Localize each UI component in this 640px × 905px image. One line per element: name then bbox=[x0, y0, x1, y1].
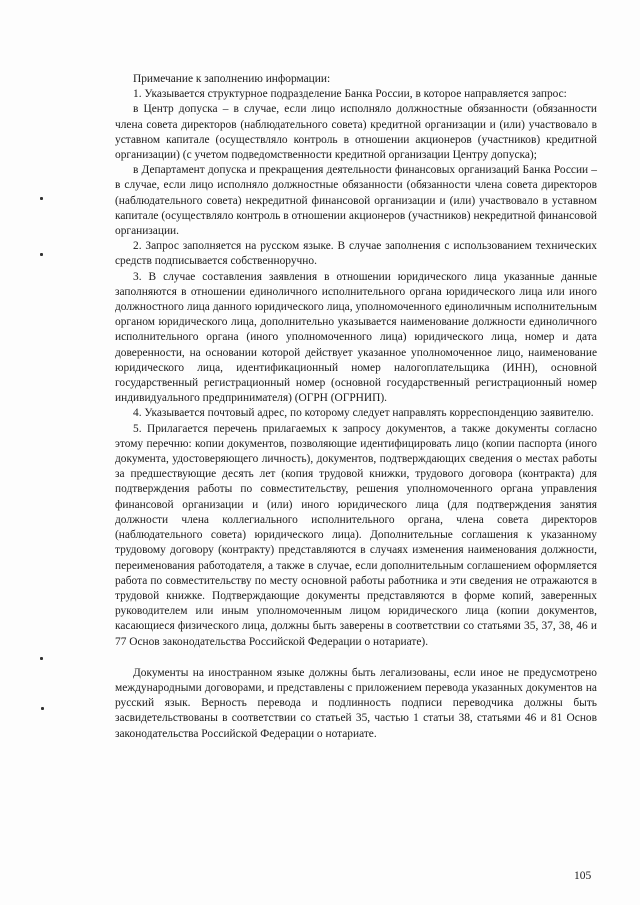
note-1-intro: 1. Указывается структурное подразделение Банка России, в которое направляется запрос: bbox=[133, 88, 567, 101]
foreign-documents-note: Документы на иностранном языке должны быть легализованы, если иное не предусмотрено международными договорами, и представлены с приложением перевода указанных документов на русский язык. Верность перевода и подлинность подписи переводчика должны быть засвидетельствованы в соответствии со статьей 35, частью 1 статьи 38, статьями 46 и 81 Основ законодательства Российской Федерации о нотариате. bbox=[115, 666, 597, 740]
scan-speck bbox=[40, 197, 43, 200]
note-1-admission-department: в Департамент допуска и прекращения деятельности финансовых организаций Банка России – в случае, если лицо исполняло должностные обязанности (обязанности члена совета директоров (наблюдательного совета) некредитной финансовой организации и (или) участвовало в уставном капитале (осуществляло контроль в отношении акционеров (участников) некредитной финансовой организации. bbox=[115, 164, 597, 238]
page-number: 105 bbox=[574, 870, 592, 882]
notes-heading: Примечание к заполнению информации: bbox=[133, 73, 331, 85]
scan-speck bbox=[40, 253, 43, 256]
note-3: 3. В случае составления заявления в отношении юридического лица указанные данные заполняются в отношении единоличного исполнительного органа юридического лица или иного должностного лица данного юридического лица, уполномоченного единоличным исполнительным органом юридического лица, дополнительно указывается наименование должности единоличного исполнительного органа (иного уполномоченного лица) юридического лица, номер и дата доверенности, на основании которой действует указанное уполномоченное лицо, наименование юридического лица, идентификационный номер налогоплательщика (ИНН), основной государственный регистрационный номер (основной государственный регистрационный номер индивидуального предпринимателя) (ОГРН (ОГРНИП). bbox=[115, 270, 597, 405]
note-4: 4. Указывается почтовый адрес, по которому следует направлять корреспонденцию заявителю. bbox=[133, 407, 594, 420]
scan-speck bbox=[41, 707, 44, 710]
note-1-access-center: в Центр допуска – в случае, если лицо исполняло должностные обязанности (обязанности члена совета директоров (наблюдательного совета) кредитной организации и (или) участвовало в уставном капитале (осуществляло контроль в отношении акционеров (участников) кредитной организации) (с учетом подведомственности кредитной организации Центру допуска); bbox=[115, 103, 597, 162]
note-5: 5. Прилагается перечень прилагаемых к запросу документов, а также документы согласно этому перечню: копии документов, позволяющие идентифицировать лицо (копии паспорта (иного документа, удостоверяющего личность), документов, подтверждающих сведения о местах работы за предшествующие десять лет (копия трудовой книжки, трудового договора (контракта) для подтверждения работы по совместительству, решения уполномоченного органа управления финансовой организации и (или) иного юридического лица (для подтверждения занятия должности члена коллегиального исполнительного органа, члена совета директоров (наблюдательного совета) юридического лица). Дополнительные соглашения к указанному трудовому договору (контракту) представляются в случаях изменения наименования должности, переименования работодателя, а также в случае, если дополнительным соглашением оформляется работа по совместительству по месту основной работы работника и эти сведения не отражаются в трудовой книжке. Подтверждающие документы представляются в форме копий, заверенных руководителем или иным уполномоченным лицом юридического лица (копии документов, касающиеся физического лица, должны быть заверены в соответствии со статьями 35, 37, 38, 46 и 77 Основ законодательства Российской Федерации о нотариате). bbox=[115, 422, 597, 648]
document-body bbox=[115, 72, 597, 742]
note-2: 2. Запрос заполняется на русском языке. В случае заполнения с использованием технических средств подписывается собственноручно. bbox=[115, 240, 597, 268]
scan-speck bbox=[40, 657, 43, 660]
